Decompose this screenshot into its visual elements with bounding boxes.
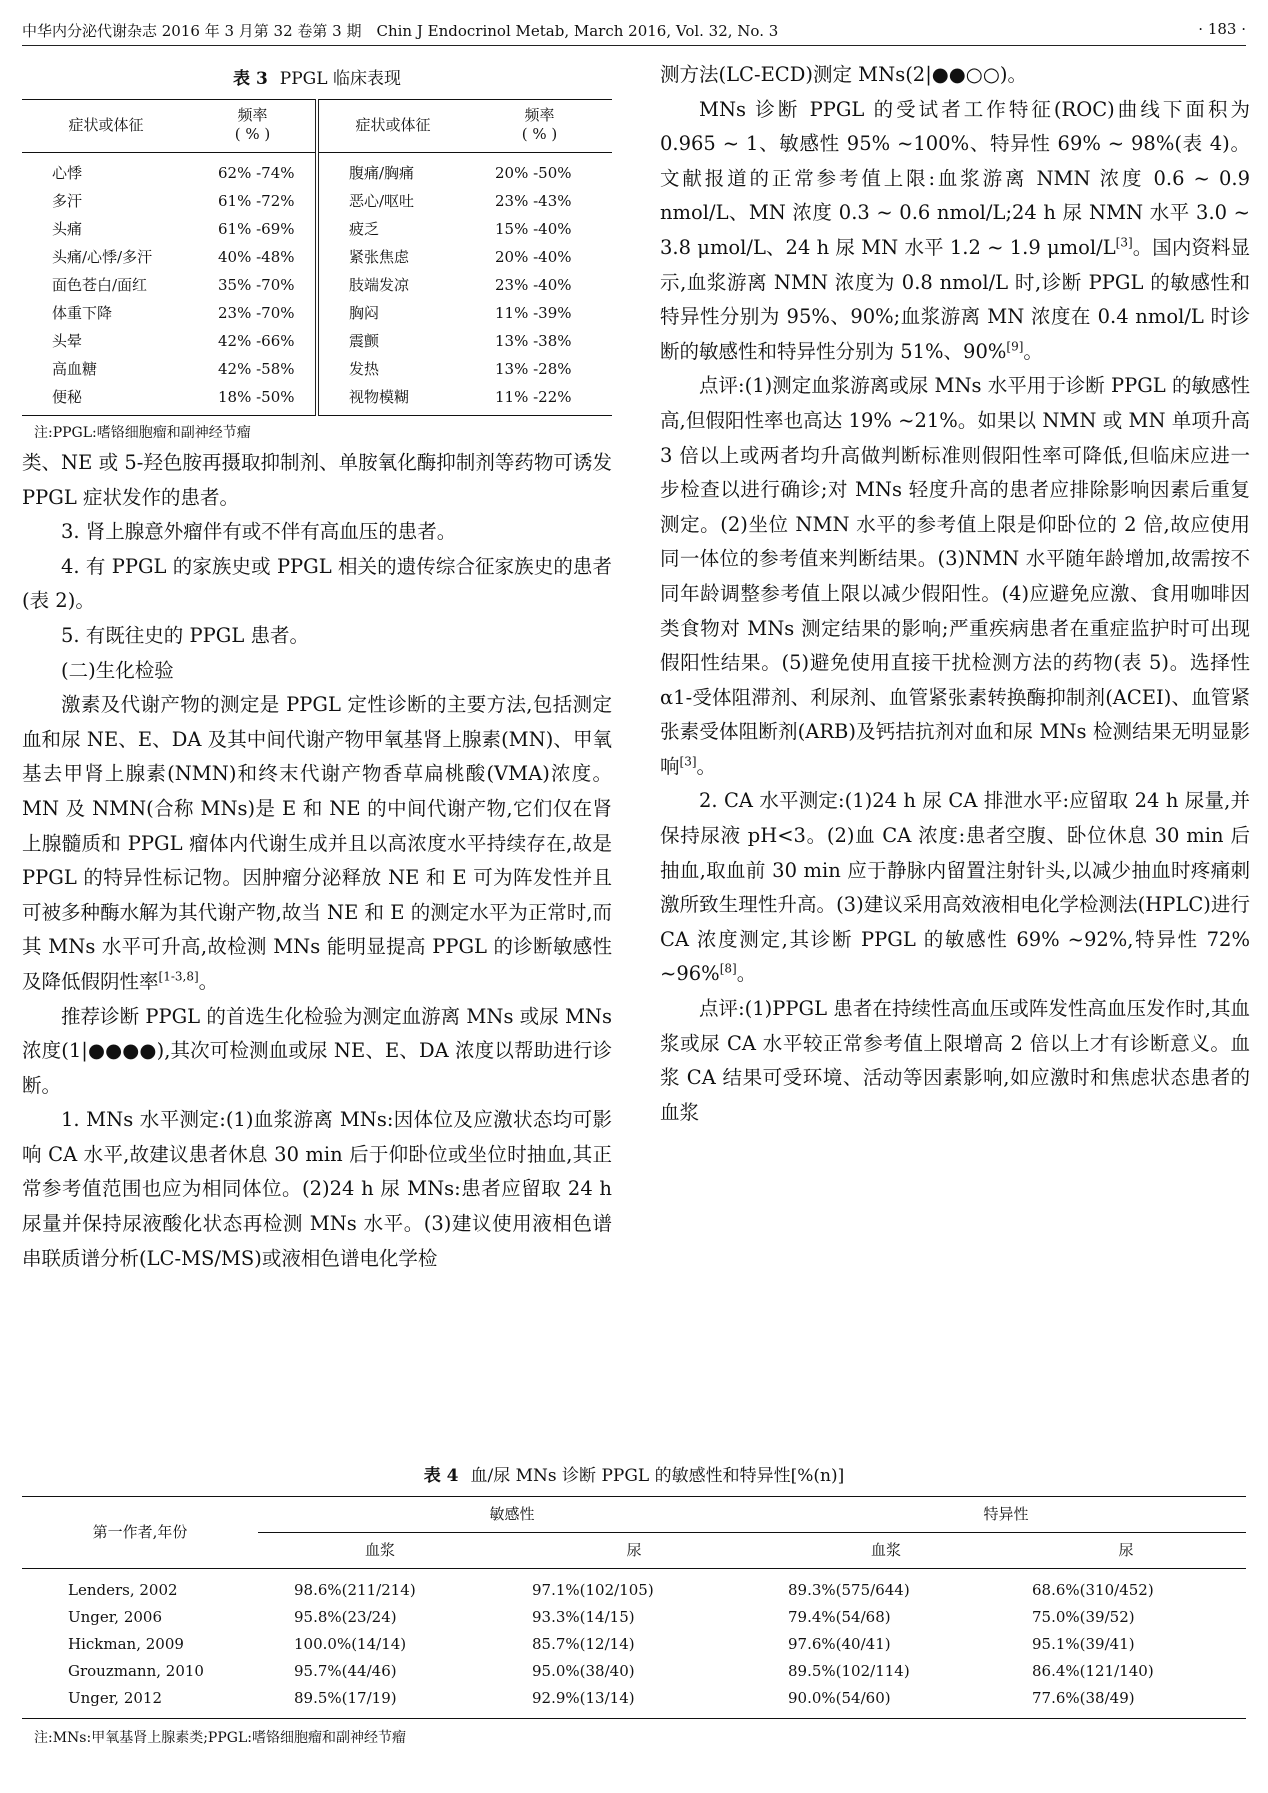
frequency-cell: 13% -28% bbox=[495, 360, 572, 378]
table4-header-sensitivity: 敏感性 bbox=[258, 1497, 766, 1533]
right-column bbox=[660, 58, 1250, 1130]
symptom-cell: 胸闷 bbox=[317, 299, 467, 327]
table-row bbox=[22, 187, 612, 215]
symptom-cell: 头痛 bbox=[52, 220, 83, 238]
table3-header-row bbox=[22, 100, 612, 153]
left-body-text bbox=[22, 446, 612, 1276]
running-header bbox=[22, 16, 1246, 46]
value-cell: 97.6%(40/41) bbox=[788, 1635, 891, 1653]
value-cell: 97.1%(102/105) bbox=[532, 1581, 654, 1599]
table4-header-row bbox=[22, 1497, 1246, 1533]
table-row bbox=[22, 215, 612, 243]
value-cell: 90.0%(54/60) bbox=[766, 1685, 1006, 1719]
table4 bbox=[22, 1496, 1246, 1719]
citation-ref: [1-3,8] bbox=[158, 969, 199, 984]
value-cell: 98.6%(211/214) bbox=[294, 1581, 416, 1599]
author-cell: Grouzmann, 2010 bbox=[68, 1662, 204, 1680]
frequency-cell: 61% -72% bbox=[218, 192, 295, 210]
table4-note: 注:MNs:甲氧基肾上腺素类;PPGL:嗜铬细胞瘤和副神经节瘤 bbox=[34, 1730, 406, 1746]
symptom-cell: 恶心/呕吐 bbox=[317, 187, 467, 215]
section-heading: (二)生化检验 bbox=[61, 658, 174, 682]
frequency-cell: 11% -39% bbox=[495, 304, 572, 322]
left-column bbox=[22, 58, 612, 1276]
table3-header-freq-2: 频率 ( % ) bbox=[467, 100, 612, 153]
symptom-cell: 肢端发凉 bbox=[317, 271, 467, 299]
value-cell: 79.4%(54/68) bbox=[788, 1608, 891, 1626]
frequency-cell: 20% -50% bbox=[495, 164, 572, 182]
symptom-cell: 面色苍白/面红 bbox=[52, 276, 148, 294]
symptom-cell: 头痛/心悸/多汗 bbox=[52, 248, 153, 266]
author-cell: Lenders, 2002 bbox=[68, 1581, 178, 1599]
frequency-cell: 11% -22% bbox=[467, 383, 612, 416]
table3-title: PPGL 临床表现 bbox=[279, 69, 401, 89]
value-cell: 68.6%(310/452) bbox=[1032, 1581, 1154, 1599]
frequency-cell: 23% -40% bbox=[495, 276, 572, 294]
table3 bbox=[22, 99, 612, 416]
author-cell: Unger, 2006 bbox=[68, 1608, 163, 1626]
value-cell: 85.7%(12/14) bbox=[532, 1635, 635, 1653]
table4-header-plasma: 血浆 bbox=[766, 1533, 1006, 1569]
frequency-cell: 15% -40% bbox=[495, 220, 572, 238]
value-cell: 77.6%(38/49) bbox=[1006, 1685, 1246, 1719]
frequency-cell: 18% -50% bbox=[190, 383, 317, 416]
value-cell: 92.9%(13/14) bbox=[502, 1685, 766, 1719]
symptom-cell: 便秘 bbox=[22, 383, 190, 416]
symptom-cell: 视物模糊 bbox=[317, 383, 467, 416]
table4-title: 血/尿 MNs 诊断 PPGL 的敏感性和特异性[%(n)] bbox=[470, 1466, 845, 1486]
paragraph: 推荐诊断 PPGL 的首选生化检验为测定血游离 MNs 或尿 MNs 浓度(1|●●●●),其次可检测血或尿 NE、E、DA 浓度以帮助进行诊断。 bbox=[22, 1004, 612, 1097]
table3-header-freq: 频率 ( % ) bbox=[190, 100, 317, 153]
citation-ref: [3] bbox=[679, 754, 697, 769]
paragraph: 2. CA 水平测定:(1)24 h 尿 CA 排泄水平:应留取 24 h 尿量,并保持尿液 pH<3。(2)血 CA 浓度:患者空腹、卧位休息 30 min 后抽血,取血前 30 min 应于静脉内留置注射针头,以减少抽血时疼痛刺激所致生理性升高。(3)建议采用高效液相电化学检测法(HPLC)进行 CA 浓度测定,其诊断 PPGL 的敏感性 69% ~92%,特异性 72% ~96%[8]。 bbox=[660, 789, 1250, 986]
table4-header-specificity: 特异性 bbox=[766, 1497, 1246, 1533]
frequency-cell: 42% -66% bbox=[218, 332, 295, 350]
value-cell: 89.3%(575/644) bbox=[788, 1581, 910, 1599]
symptom-cell: 高血糖 bbox=[52, 360, 98, 378]
symptom-cell: 体重下降 bbox=[52, 304, 113, 322]
paragraph: 1. MNs 水平测定:(1)血浆游离 MNs:因体位及应激状态均可影响 CA 水平,故建议患者休息 30 min 后于仰卧位或坐位时抽血,其正常参考值范围也应为相同体位。(2)24 h 尿 MNs:患者应留取 24 h 尿量并保持尿液酸化状态再检测 MNs 水平。(3)建议使用液相色谱串联质谱分析(LC-MS/MS)或液相色谱电化学检 bbox=[22, 1108, 612, 1270]
paragraph: 4. 有 PPGL 的家族史或 PPGL 相关的遗传综合征家族史的患者(表 2)。 bbox=[22, 554, 612, 613]
table4-header-urine: 尿 bbox=[502, 1533, 766, 1569]
paragraph: 激素及代谢产物的测定是 PPGL 定性诊断的主要方法,包括测定血和尿 NE、E、DA 及其中间代谢产物甲氧基肾上腺素(MN)、甲氧基去甲肾上腺素(NMN)和终末代谢产物香草扁桃酸(VMA)浓度。MN 及 NMN(合称 MNs)是 E 和 NE 的中间代谢产物,它们仅在肾上腺髓质和 PPGL 瘤体内代谢生成并且以高浓度水平持续存在,故是 PPGL 的特异性标记物。因肿瘤分泌释放 NE 和 E 可为阵发性并且可被多种酶水解为其代谢产物,故当 NE 和 E 的测定水平为正常时,而其 MNs 水平可升高,故检测 MNs 能明显提高 PPGL 的诊断敏感性及降低假阴性率[1-3,8]。 bbox=[22, 693, 612, 993]
value-cell: 95.8%(23/24) bbox=[294, 1608, 397, 1626]
frequency-cell: 23% -43% bbox=[495, 192, 572, 210]
frequency-cell: 42% -58% bbox=[218, 360, 295, 378]
journal-citation: 中华内分泌代谢杂志 2016 年 3 月第 32 卷第 3 期 Chin J Endocrinol Metab, March 2016, Vol. 32, No. 3 bbox=[22, 22, 779, 40]
table4-header-author: 第一作者,年份 bbox=[22, 1497, 258, 1569]
frequency-cell: 62% -74% bbox=[218, 164, 295, 182]
table-row bbox=[22, 355, 612, 383]
frequency-cell: 20% -40% bbox=[495, 248, 572, 266]
symptom-cell: 发热 bbox=[317, 355, 467, 383]
paragraph: 3. 肾上腺意外瘤伴有或不伴有高血压的患者。 bbox=[61, 520, 457, 544]
page-number: · 183 · bbox=[1198, 20, 1246, 38]
table-row bbox=[22, 299, 612, 327]
table-row bbox=[22, 243, 612, 271]
symptom-cell: 头晕 bbox=[52, 332, 83, 350]
table-row bbox=[22, 153, 612, 188]
frequency-cell: 23% -70% bbox=[218, 304, 295, 322]
table-row bbox=[22, 1569, 1246, 1605]
table-row bbox=[22, 1685, 1246, 1719]
table-row bbox=[22, 1631, 1246, 1658]
table4-header-plasma: 血浆 bbox=[258, 1533, 502, 1569]
header-rule bbox=[22, 45, 1246, 46]
frequency-cell: 35% -70% bbox=[218, 276, 295, 294]
table-row bbox=[22, 1658, 1246, 1685]
frequency-cell: 13% -38% bbox=[495, 332, 572, 350]
paragraph: 5. 有既往史的 PPGL 患者。 bbox=[61, 623, 309, 647]
paragraph: 测方法(LC-ECD)测定 MNs(2|●●○○)。 bbox=[660, 63, 1027, 86]
value-cell: 89.5%(17/19) bbox=[258, 1685, 502, 1719]
symptom-cell: 心悸 bbox=[52, 164, 83, 182]
citation-ref: [8] bbox=[719, 961, 737, 976]
frequency-cell: 61% -69% bbox=[218, 220, 295, 238]
table4-caption bbox=[22, 1461, 1246, 1486]
table4-label: 表 4 bbox=[423, 1466, 459, 1486]
paragraph: 点评:(1)PPGL 患者在持续性高血压或阵发性高血压发作时,其血浆或尿 CA 水平较正常参考值上限增高 2 倍以上才有诊断意义。血浆 CA 结果可受环境、活动等因素影响,如应激时和焦虑状态患者的血浆 bbox=[660, 997, 1250, 1124]
table-row bbox=[22, 271, 612, 299]
author-cell: Hickman, 2009 bbox=[68, 1635, 184, 1653]
symptom-cell: 疲乏 bbox=[317, 215, 467, 243]
table4-section bbox=[22, 1455, 1246, 1747]
symptom-cell: 震颤 bbox=[317, 327, 467, 355]
table4-header-urine: 尿 bbox=[1006, 1533, 1246, 1569]
paragraph: 类、NE 或 5-羟色胺再摄取抑制剂、单胺氧化酶抑制剂等药物可诱发 PPGL 症状发作的患者。 bbox=[22, 451, 612, 509]
value-cell: 75.0%(39/52) bbox=[1032, 1608, 1135, 1626]
symptom-cell: 多汗 bbox=[52, 192, 83, 210]
table-row bbox=[22, 383, 612, 416]
table3-caption bbox=[22, 64, 612, 89]
symptom-cell: 紧张焦虑 bbox=[317, 243, 467, 271]
table-row bbox=[22, 1604, 1246, 1631]
table-row bbox=[22, 327, 612, 355]
value-cell: 89.5%(102/114) bbox=[788, 1662, 910, 1680]
table3-header-symptom: 症状或体征 bbox=[22, 100, 190, 153]
paragraph: 点评:(1)测定血浆游离或尿 MNs 水平用于诊断 PPGL 的敏感性高,但假阳性率也高达 19% ~21%。如果以 NMN 或 MN 单项升高 3 倍以上或两者均升高做判断标准则假阳性率可降低,但临床应进一步检查以进行确诊;对 MNs 轻度升高的患者应排除影响因素后重复测定。(2)坐位 NMN 水平的参考值上限是仰卧位的 2 倍,故应使用同一体位的参考值来判断结果。(3)NMN 水平随年龄增加,故需按不同年龄调整参考值上限以减少假阳性。(4)应避免应激、食用咖啡因类食物对 MNs 测定结果的影响;严重疾病患者在重症监护时可出现假阳性结果。(5)避免使用直接干扰检测方法的药物(表 5)。选择性 α1-受体阻滞剂、利尿剂、血管紧张素转换酶抑制剂(ACEI)、血管紧张素受体阻断剂(ARB)及钙拮抗剂对血和尿 MNs 检测结果无明显影响[3]。 bbox=[660, 374, 1250, 778]
value-cell: 95.7%(44/46) bbox=[294, 1662, 397, 1680]
frequency-cell: 40% -48% bbox=[218, 248, 295, 266]
value-cell: 93.3%(14/15) bbox=[532, 1608, 635, 1626]
author-cell: Unger, 2012 bbox=[22, 1685, 258, 1719]
value-cell: 95.0%(38/40) bbox=[532, 1662, 635, 1680]
citation-ref: [9] bbox=[1006, 339, 1024, 354]
table3-label: 表 3 bbox=[233, 69, 268, 89]
table3-header-symptom-2: 症状或体征 bbox=[317, 100, 467, 153]
value-cell: 95.1%(39/41) bbox=[1032, 1635, 1135, 1653]
paragraph: MNs 诊断 PPGL 的受试者工作特征(ROC)曲线下面积为 0.965 ~ 1、敏感性 95% ~100%、特异性 69% ~ 98%(表 4)。文献报道的正常参考值上限:血浆游离 NMN 浓度 0.6 ~ 0.9 nmol/L、MN 浓度 0.3 ~ 0.6 nmol/L;24 h 尿 NMN 水平 3.0 ~ 3.8 μmol/L、24 h 尿 MN 水平 1.2 ~ 1.9 μmol/L[3]。国内资料显示,血浆游离 NMN 浓度为 0.8 nmol/L 时,诊断 PPGL 的敏感性和特异性分别为 95%、90%;血浆游离 MN 浓度在 0.4 nmol/L 时诊断的敏感性和特异性分别为 51%、90%[9]。 bbox=[660, 97, 1250, 363]
citation-ref: [3] bbox=[1115, 235, 1133, 250]
value-cell: 100.0%(14/14) bbox=[294, 1635, 407, 1653]
table3-note: 注:PPGL:嗜铬细胞瘤和副神经节瘤 bbox=[34, 425, 251, 441]
symptom-cell: 腹痛/胸痛 bbox=[317, 153, 467, 188]
value-cell: 86.4%(121/140) bbox=[1032, 1662, 1154, 1680]
